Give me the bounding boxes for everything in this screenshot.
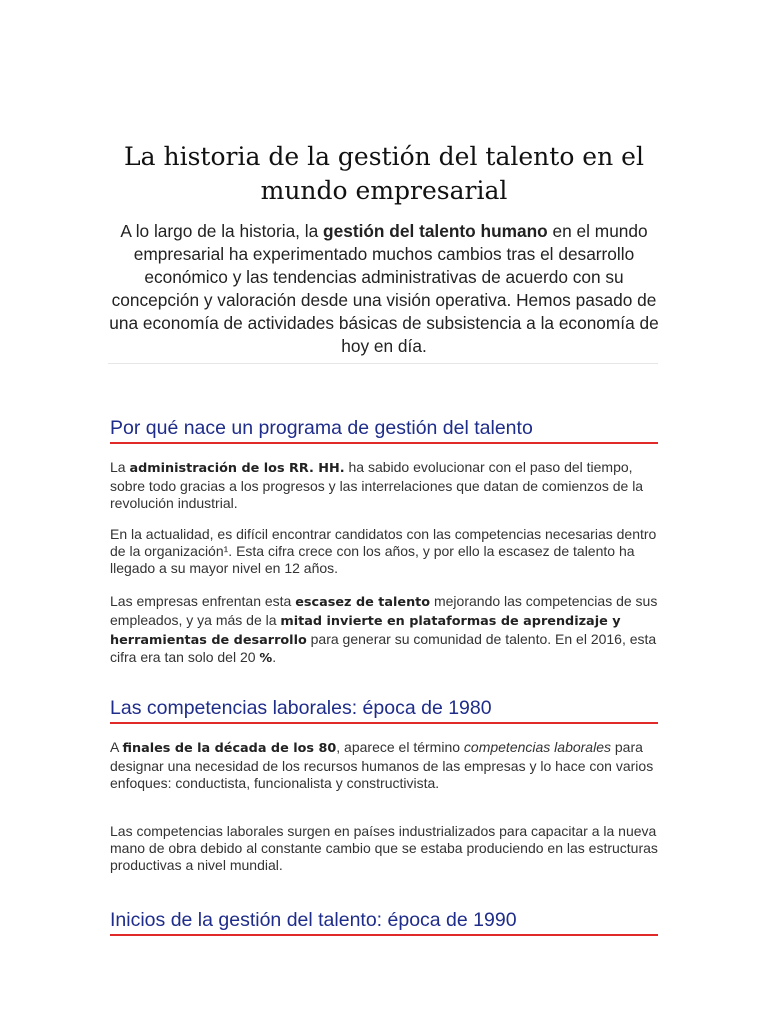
- text-run: .: [272, 649, 277, 666]
- section-2-paragraph-2: [110, 823, 660, 873]
- section-1-paragraph-3: [110, 593, 660, 668]
- intro-paragraph: [108, 220, 660, 358]
- bold-text: mitad invierte en plataformas de aprendizaje y herramientas de desarrollo: [110, 613, 621, 648]
- italic-text: competencias laborales: [463, 739, 611, 755]
- section-heading-inicios-1990: Inicios de la gestión del talento: época de 1990: [110, 907, 658, 936]
- text-run: En la actualidad, es difícil encontrar candidatos con las competencias necesarias dentro de la organización¹. Esta cifra crece con los años, y por ello la escasez de talento ha llegado a su mayor nivel en 12 años.: [110, 526, 657, 576]
- bold-text: administración de los RR. HH.: [129, 461, 345, 476]
- text-run: A: [110, 739, 123, 755]
- section-heading-why-talent-program: Por qué nace un programa de gestión del talento: [110, 415, 658, 444]
- bold-text: finales de la década de los 80: [122, 741, 337, 756]
- text-run: Las competencias laborales surgen en países industrializados para capacitar a la nueva mano de obra debido al constante cambio que se estaba produciendo en las estructuras productivas a nivel mundial.: [110, 823, 658, 873]
- section-2-paragraph-1: [110, 739, 660, 791]
- section-heading-competencias-1980: Las competencias laborales: época de 1980: [110, 695, 658, 724]
- bold-text: escasez de talento: [295, 595, 431, 610]
- intro-emphasis: gestión del talento humano: [323, 221, 548, 241]
- text-run: La: [110, 459, 130, 475]
- page-title: La historia de la gestión del talento en el mundo empresarial: [124, 142, 644, 205]
- section-1-paragraph-2: [110, 526, 660, 576]
- intro-divider: [108, 363, 658, 364]
- text-run: ha sabido evolucionar con el paso del tiempo, sobre todo gracias a los progresos y las interrelaciones que datan de comienzos de la revolución industrial.: [110, 459, 644, 511]
- intro-text-end: en el mundo empresarial ha experimentado muchos cambios tras el desarrollo económico y las tendencias administrativas de acuerdo con su concepción y valoración desde una visión operativa. Hemos pasado de una economía de actividades básicas de subsistencia a la economía de hoy en día.: [109, 221, 659, 356]
- intro-text-start: A lo largo de la historia, la: [120, 221, 324, 241]
- text-run: mejorando las competencias de sus empleados, y ya más de la: [110, 593, 658, 628]
- text-run: para generar su comunidad de talento. En el 2016, esta cifra era tan solo del 20: [110, 630, 657, 666]
- section-1-paragraph-1: [110, 459, 660, 511]
- text-run: para designar una necesidad de los recursos humanos de las empresas y lo hace con varios enfoques: conductista, funcionalista y constructivista.: [110, 739, 654, 791]
- bold-text: %: [259, 651, 273, 667]
- text-run: , aparece el término: [336, 739, 464, 755]
- text-run: Las empresas enfrentan esta: [110, 593, 296, 609]
